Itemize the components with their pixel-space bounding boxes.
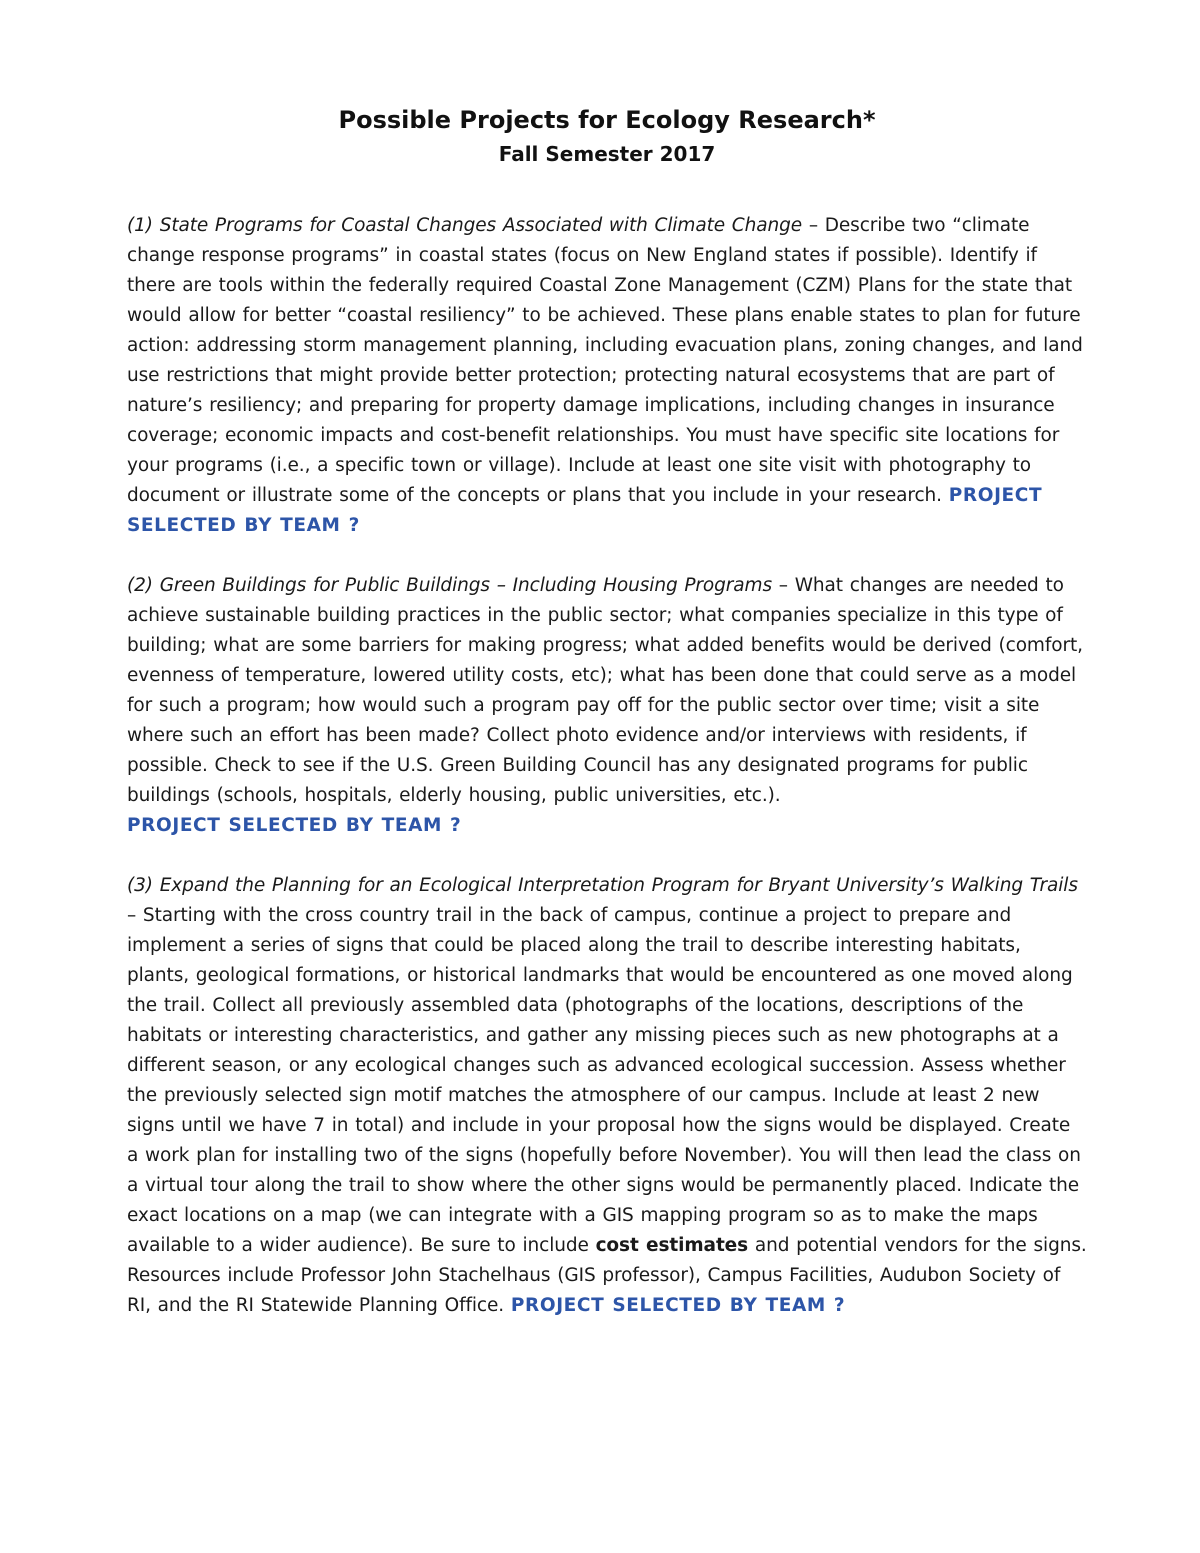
project-1 bbox=[127, 211, 1087, 541]
document-page bbox=[127, 104, 1087, 1321]
project-3 bbox=[127, 871, 1087, 1321]
project-3-emphasis: cost estimates bbox=[595, 1235, 749, 1256]
project-3-body-part2: and potential vendors for the signs. Resources include Professor John Stachelhaus (GIS professor), Campus Facilities, Audubon Society of RI, and the RI Statewide Planning Office. bbox=[127, 1235, 1087, 1316]
project-1-body: – Describe two “climate change response programs” in coastal states (focus on New England states if possible). Identify if there are tools within the federally required Coastal Zone Management (CZM) Plans for the state that would allow for better “coastal resiliency” to be achieved. These plans enable states to plan for future action: addressing storm management planning, including evacuation plans, zoning changes, and land use restrictions that might provide better protection; protecting natural ecosystems that are part of nature’s resiliency; and preparing for property damage implications, including changes in insurance coverage; economic impacts and cost-benefit relationships. You must have specific site locations for your programs (i.e., a specific town or village). Include at least one site visit with photography to document or illustrate some of the concepts or plans that you include in your research. bbox=[127, 215, 1083, 506]
project-2-selected: PROJECT SELECTED BY TEAM ? bbox=[127, 815, 462, 836]
project-1-title bbox=[127, 215, 802, 236]
project-2-number: (2) bbox=[127, 575, 153, 596]
document-subtitle: Fall Semester 2017 bbox=[498, 142, 716, 166]
project-2-body: – What changes are needed to achieve sustainable building practices in the public sector; what companies specialize in this type of building; what are some barriers for making progress; what added benefits would be derived (comfort, evenness of temperature, lowered utility costs, etc); what has been done that could serve as a model for such a program; how would such a program pay off for the public sector over time; visit a site where such an effort has been made? Collect photo evidence and/or interviews with residents, if possible. Check to see if the U.S. Green Building Council has any designated programs for public buildings (schools, hospitals, elderly housing, public universities, etc.). bbox=[127, 575, 1083, 806]
project-3-number: (3) bbox=[127, 875, 153, 896]
project-2 bbox=[127, 571, 1087, 841]
project-1-selected: PROJECT SELECTED BY TEAM ? bbox=[127, 485, 1043, 536]
document-title: Possible Projects for Ecology Research* bbox=[338, 106, 876, 134]
project-3-title-text: Expand the Planning for an Ecological Interpretation Program for Bryant University’s Walking Trails bbox=[159, 875, 1078, 896]
project-3-body-part1: – Starting with the cross country trail in the back of campus, continue a project to prepare and implement a series of signs that could be placed along the trail to describe interesting habitats, plants, geological formations, or historical landmarks that would be encountered as one moved along the trail. Collect all previously assembled data (photographs of the locations, descriptions of the habitats or interesting characteristics, and gather any missing pieces such as new photographs at a different season, or any ecological changes such as advanced ecological succession. Assess whether the previously selected sign motif matches the atmosphere of our campus. Include at least 2 new signs until we have 7 in total) and include in your proposal how the signs would be displayed. Create a work plan for installing two of the signs (hopefully before November). You will then lead the class on a virtual tour along the trail to show where the other signs would be permanently placed. Indicate the exact locations on a map (we can integrate with a GIS mapping program so as to make the maps available to a wider audience). Be sure to include bbox=[127, 905, 1081, 1256]
project-3-selected: PROJECT SELECTED BY TEAM ? bbox=[510, 1295, 846, 1316]
project-1-number: (1) bbox=[127, 215, 153, 236]
project-2-title bbox=[127, 575, 772, 596]
project-1-title-text: State Programs for Coastal Changes Associated with Climate Change bbox=[159, 215, 803, 236]
project-3-title bbox=[127, 875, 1078, 896]
project-2-title-text: Green Buildings for Public Buildings – Including Housing Programs bbox=[159, 575, 772, 596]
